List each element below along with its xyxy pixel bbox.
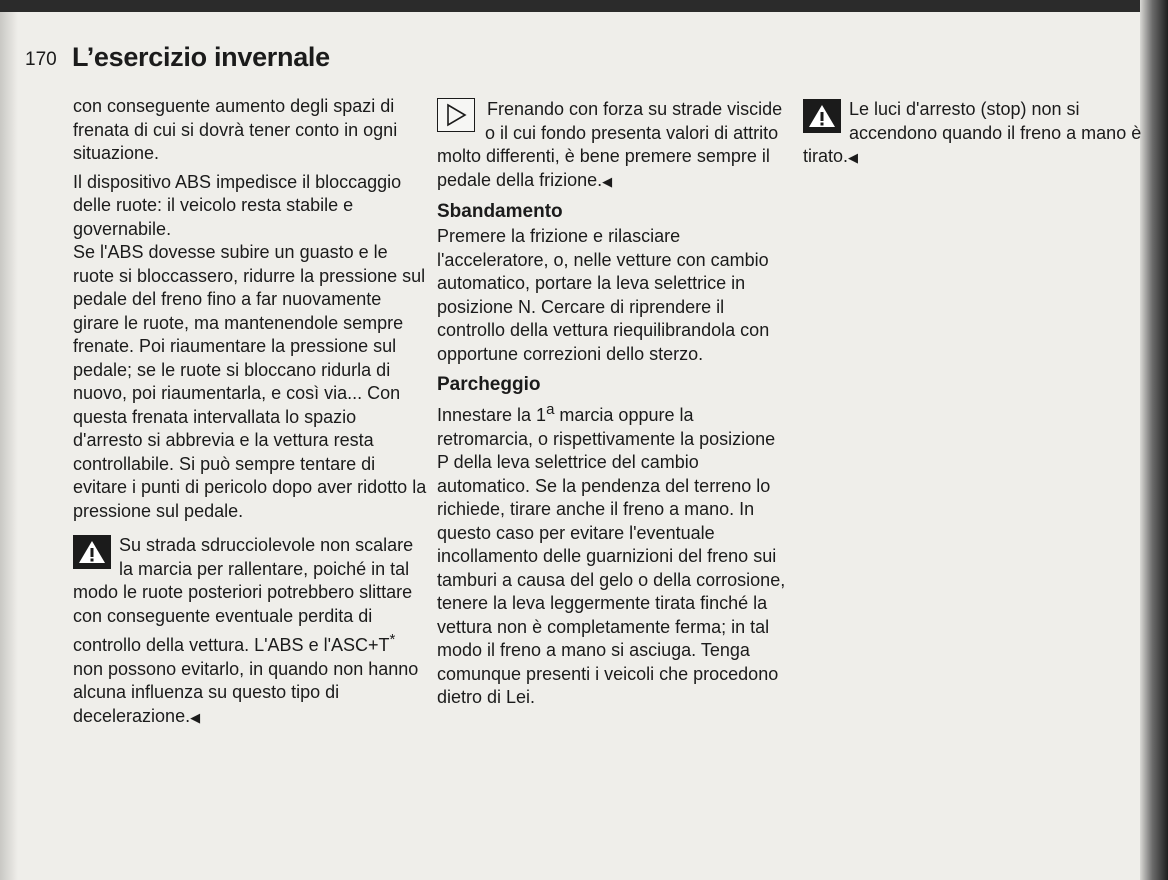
asterisk-mark: * xyxy=(389,631,396,648)
paragraph-abs: Il dispositivo ABS impedisce il bloccaggio delle ruote: il veicolo resta stabile e governabile. xyxy=(73,171,402,239)
ordinal-superscript: a xyxy=(546,401,555,418)
parking-text-rest: marcia oppure la retromarcia, o rispettivamente la posizione P della leva selettrice del cambio automatico. Se la pendenza del terreno lo richiede, tirare anche il freno a mano. In questo caso per evitare l'eventuale incollamento delle guarnizioni del freno sui tamburi a causa del gelo o della corrosione, tenere la leva leggermente tirata finché la vettura non è completamente ferma; in tal modo il freno a mano si asciuga. Tenga comunque presenti i veicoli che procedono dietro di Lei. xyxy=(437,405,786,707)
end-mark-icon: ◀ xyxy=(848,150,859,165)
page-title: L’esercizio invernale xyxy=(72,42,330,72)
column-1 xyxy=(73,95,428,729)
book-spine-edge xyxy=(1140,0,1168,880)
paragraph-skidding: Premere la frizione e rilasciare l'acceleratore, o, nelle vetture con cambio automatico, portare la leva selettrice in posizione N. Cercare di riprendere il controllo della vettura riequilibrandola con opportune correzioni dello sterzo. xyxy=(437,226,770,364)
paragraph-braking-distance: con conseguente aumento degli spazi di frenata di cui si dovrà tener conto in ogni situazione. xyxy=(73,96,398,163)
end-mark-icon: ◀ xyxy=(190,709,201,725)
column-2 xyxy=(437,98,787,710)
scan-top-edge xyxy=(0,0,1168,12)
warning-downshift xyxy=(73,534,428,729)
column-3 xyxy=(803,98,1143,170)
parking-text-start: Innestare la 1 xyxy=(437,405,547,425)
warning-text-continued: non possono evitarlo, in quando non hanno alcuna influenza su questo tipo di decelerazione. xyxy=(73,658,419,726)
heading-sbandamento: Sbandamento xyxy=(437,201,563,222)
warning-triangle-icon xyxy=(803,99,841,133)
paragraph-parking xyxy=(437,398,787,710)
warning-triangle-icon xyxy=(73,535,111,569)
paragraph-abs-failure: Se l'ABS dovesse subire un guasto e le ruote si bloccassero, ridurre la pressione sul pedale del freno fino a far nuovamente girare le ruote, ma mantenendole sempre frenate. Poi riaumentare la pressione sul pedale; se le ruote si bloccano ridurla di nuovo, poi riaumentarla, e così via... Con questa frenata intervallata lo spazio d'arresto si abbrevia e la vettura resta controllabile. Si può sempre tentare di evitare i punti di pericolo dopo aver ridotto la pressione sul pedale. xyxy=(73,242,427,521)
page-number: 170 xyxy=(25,49,57,70)
heading-parcheggio: Parcheggio xyxy=(437,374,541,395)
warning-text: Le luci d'arresto (stop) non si accendono quando il freno a mano è tirato. xyxy=(803,99,1142,166)
warning-brake-lights xyxy=(803,98,1143,170)
scan-left-shadow xyxy=(0,12,18,880)
warning-text: Su strada sdrucciolevole non scalare la marcia per rallentare, poiché in tal modo le ruote posteriori potrebbero slittare con conseguente eventuale perdita di controllo della vettura. L'ABS e l'ASC+T xyxy=(73,535,414,655)
end-mark-icon: ◀ xyxy=(602,173,613,189)
note-clutch xyxy=(437,98,787,193)
note-arrow-icon xyxy=(437,98,475,132)
note-text: Frenando con forza su strade viscide o il cui fondo presenta valori di attrito molto differenti, è bene premere sempre il pedale della frizione. xyxy=(437,99,783,190)
